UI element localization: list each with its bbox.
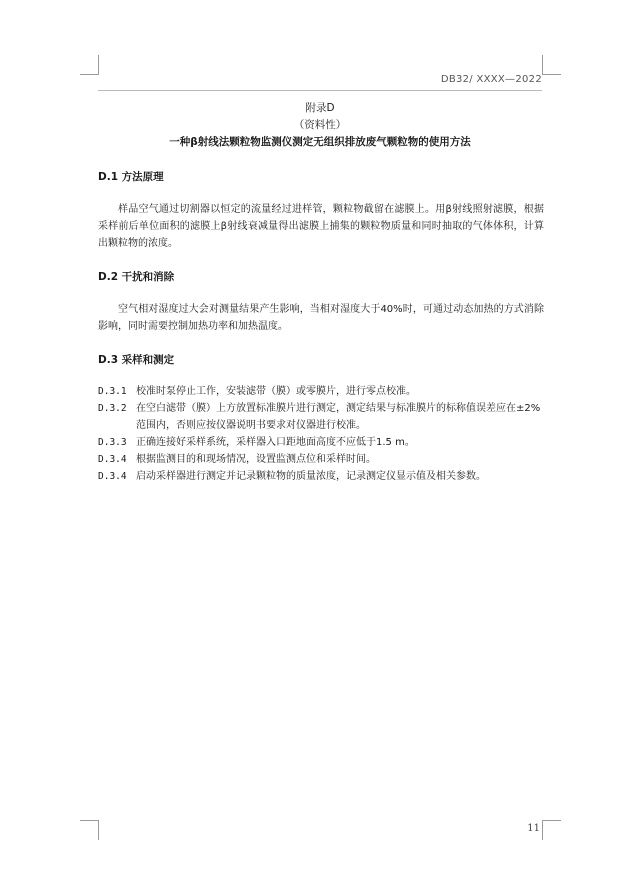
item-number: D.3.4 bbox=[98, 454, 127, 465]
header-doc-code: DB32/ XXXX—2022 bbox=[440, 74, 542, 85]
crop-mark-top-right-v bbox=[542, 55, 543, 75]
page-number: 11 bbox=[527, 823, 540, 834]
appendix-label: 附录D bbox=[305, 102, 335, 114]
list-item bbox=[98, 400, 544, 434]
item-text: 根据监测目的和现场情况，设置监测点位和采样时间。 bbox=[136, 454, 376, 465]
crop-mark-bottom-left-v bbox=[98, 820, 99, 840]
section-heading-d3: D.3 采样和测定 bbox=[98, 354, 175, 366]
section-paragraph-d1: 样品空气通过切割器以恒定的流量经过进样管，颗粒物截留在滤膜上。用β射线照射滤膜，根据采样前后单位面积的滤膜上β射线衰减量得出滤膜上捕集的颗粒物质量和同时抽取的气体体积，计算出颗粒物的浓度。 bbox=[98, 204, 544, 249]
section-heading-d2: D.2 干扰和消除 bbox=[98, 271, 175, 283]
item-text: 正确连接好采样系统，采样器入口距地面高度不应低于1.5 m。 bbox=[136, 437, 415, 448]
crop-mark-bottom-left-h bbox=[80, 820, 99, 821]
procedure-list bbox=[98, 383, 544, 485]
list-item bbox=[98, 451, 544, 468]
crop-mark-bottom-right-h bbox=[542, 820, 561, 821]
item-text: 在空白滤带（膜）上方放置标准膜片进行测定，测定结果与标准膜片的标称值误差应在±2%范围内，否则应按仪器说明书要求对仪器进行校准。 bbox=[136, 403, 541, 431]
item-text: 校准时泵停止工作，安装滤带（膜）或零膜片，进行零点校准。 bbox=[136, 386, 416, 397]
header-rule bbox=[98, 90, 542, 91]
crop-mark-top-left-v bbox=[98, 55, 99, 75]
item-number: D.3.1 bbox=[98, 386, 127, 397]
item-number: D.3.2 bbox=[98, 403, 127, 414]
crop-mark-top-right-h bbox=[542, 74, 561, 75]
appendix-title: 一种β射线法颗粒物监测仪测定无组织排放废气颗粒物的使用方法 bbox=[169, 136, 471, 148]
crop-mark-bottom-right-v bbox=[542, 820, 543, 840]
section-heading-d1: D.1 方法原理 bbox=[98, 171, 164, 183]
item-number: D.3.4 bbox=[98, 471, 127, 482]
list-item bbox=[98, 434, 544, 451]
item-text: 启动采样器进行测定并记录颗粒物的质量浓度，记录测定仪显示值及相关参数。 bbox=[136, 471, 486, 482]
crop-mark-top-left-h bbox=[80, 74, 99, 75]
section-paragraph-d2: 空气相对湿度过大会对测量结果产生影响，当相对湿度大于40%时，可通过动态加热的方式消除影响，同时需要控制加热功率和加热温度。 bbox=[98, 304, 544, 332]
title-block bbox=[98, 100, 542, 151]
list-item bbox=[98, 468, 544, 485]
item-number: D.3.3 bbox=[98, 437, 127, 448]
list-item bbox=[98, 383, 544, 400]
appendix-type: （资料性） bbox=[293, 119, 347, 131]
